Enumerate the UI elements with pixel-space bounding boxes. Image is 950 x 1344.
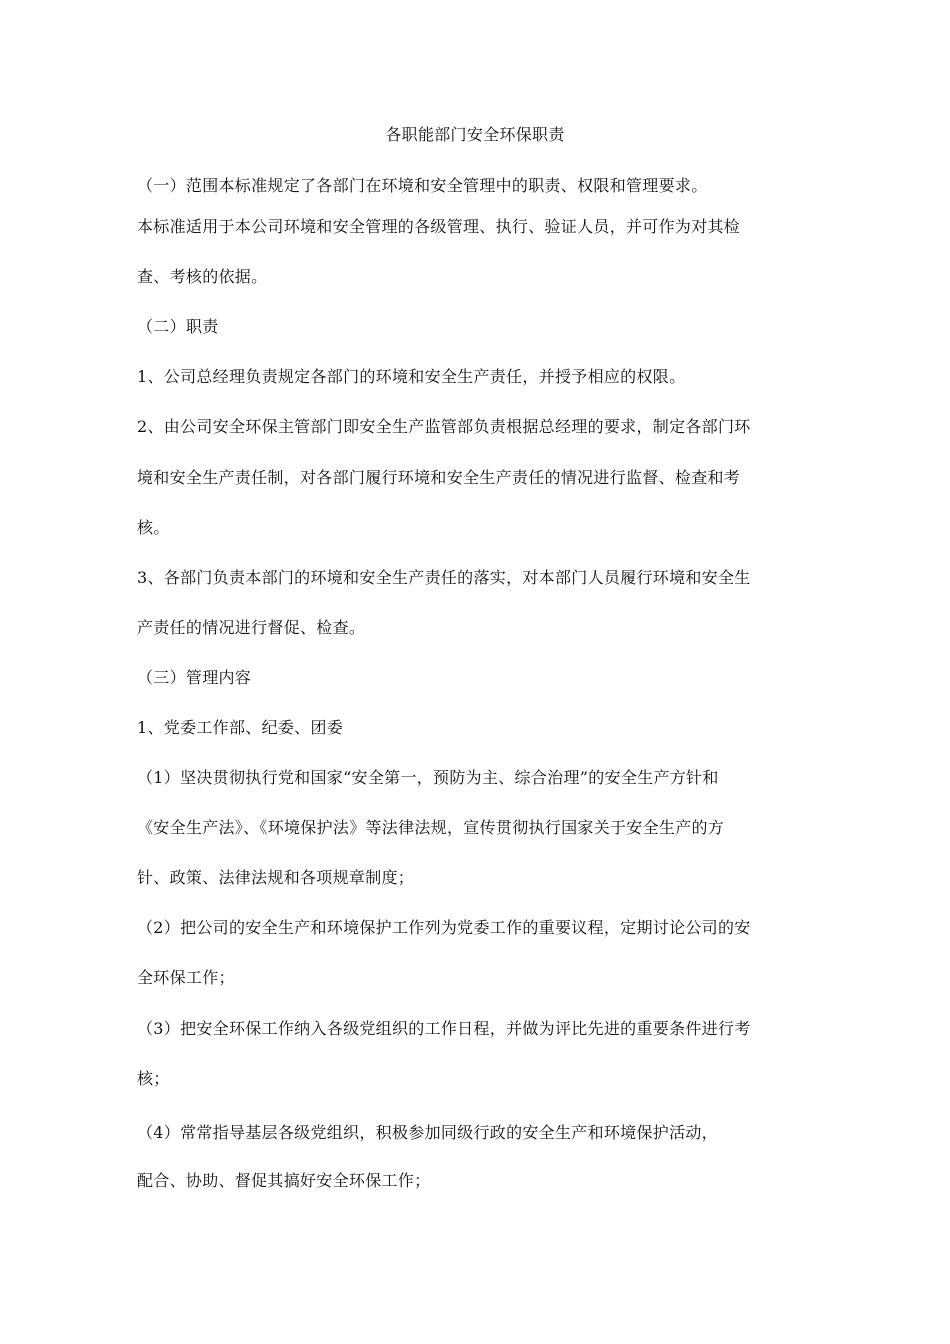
paragraph-line: 3、各部门负责本部门的环境和安全生产责任的落实，对本部门人员履行环境和安全生 xyxy=(137,568,751,587)
paragraph-line: 核； xyxy=(137,1069,170,1088)
paragraph-line: 境和安全生产责任制，对各部门履行环境和安全生产责任的情况进行监督、检查和考 xyxy=(137,468,741,487)
paragraph-line: （1）坚决贯彻执行党和国家“安全第一，预防为主、综合治理”的安全生产方针和 xyxy=(137,768,719,787)
paragraph-line: 全环保工作； xyxy=(137,968,235,987)
document-title: 各职能部门安全环保职责 xyxy=(385,125,565,144)
section-heading-responsibilities: （二）职责 xyxy=(137,317,219,336)
paragraph-line: （3）把安全环保工作纳入各级党组织的工作日程，并做为评比先进的重要条件进行考 xyxy=(137,1019,751,1038)
paragraph-line: 1、公司总经理负责规定各部门的环境和安全生产责任，并授予相应的权限。 xyxy=(137,367,686,386)
paragraph-line: 2、由公司安全环保主管部门即安全生产监管部负责根据总经理的要求，制定各部门环 xyxy=(137,417,751,436)
paragraph-line: 核。 xyxy=(137,518,170,537)
paragraph-line: 配合、协助、督促其搞好安全环保工作； xyxy=(137,1171,431,1190)
scope-heading-line: （一）范围本标准规定了各部门在环境和安全管理中的职责、权限和管理要求。 xyxy=(137,176,708,195)
section-heading-management: （三）管理内容 xyxy=(137,668,252,687)
paragraph-line: 针、政策、法律法规和各项规章制度； xyxy=(137,868,415,887)
paragraph-line: 查、考核的依据。 xyxy=(137,267,268,286)
paragraph-line: （2）把公司的安全生产和环境保护工作列为党委工作的重要议程，定期讨论公司的安 xyxy=(137,918,751,937)
paragraph-line: 产责任的情况进行督促、检查。 xyxy=(137,618,366,637)
subsection-heading: 1、党委工作部、纪委、团委 xyxy=(137,718,344,737)
paragraph-line: 本标准适用于本公司环境和安全管理的各级管理、执行、验证人员，并可作为对其检 xyxy=(137,217,741,236)
paragraph-line: （4）常常指导基层各级党组织，积极参加同级行政的安全生产和环境保护活动， xyxy=(137,1123,718,1142)
paragraph-line: 《安全生产法》、《环境保护法》等法律法规，宣传贯彻执行国家关于安全生产的方 xyxy=(137,818,725,837)
